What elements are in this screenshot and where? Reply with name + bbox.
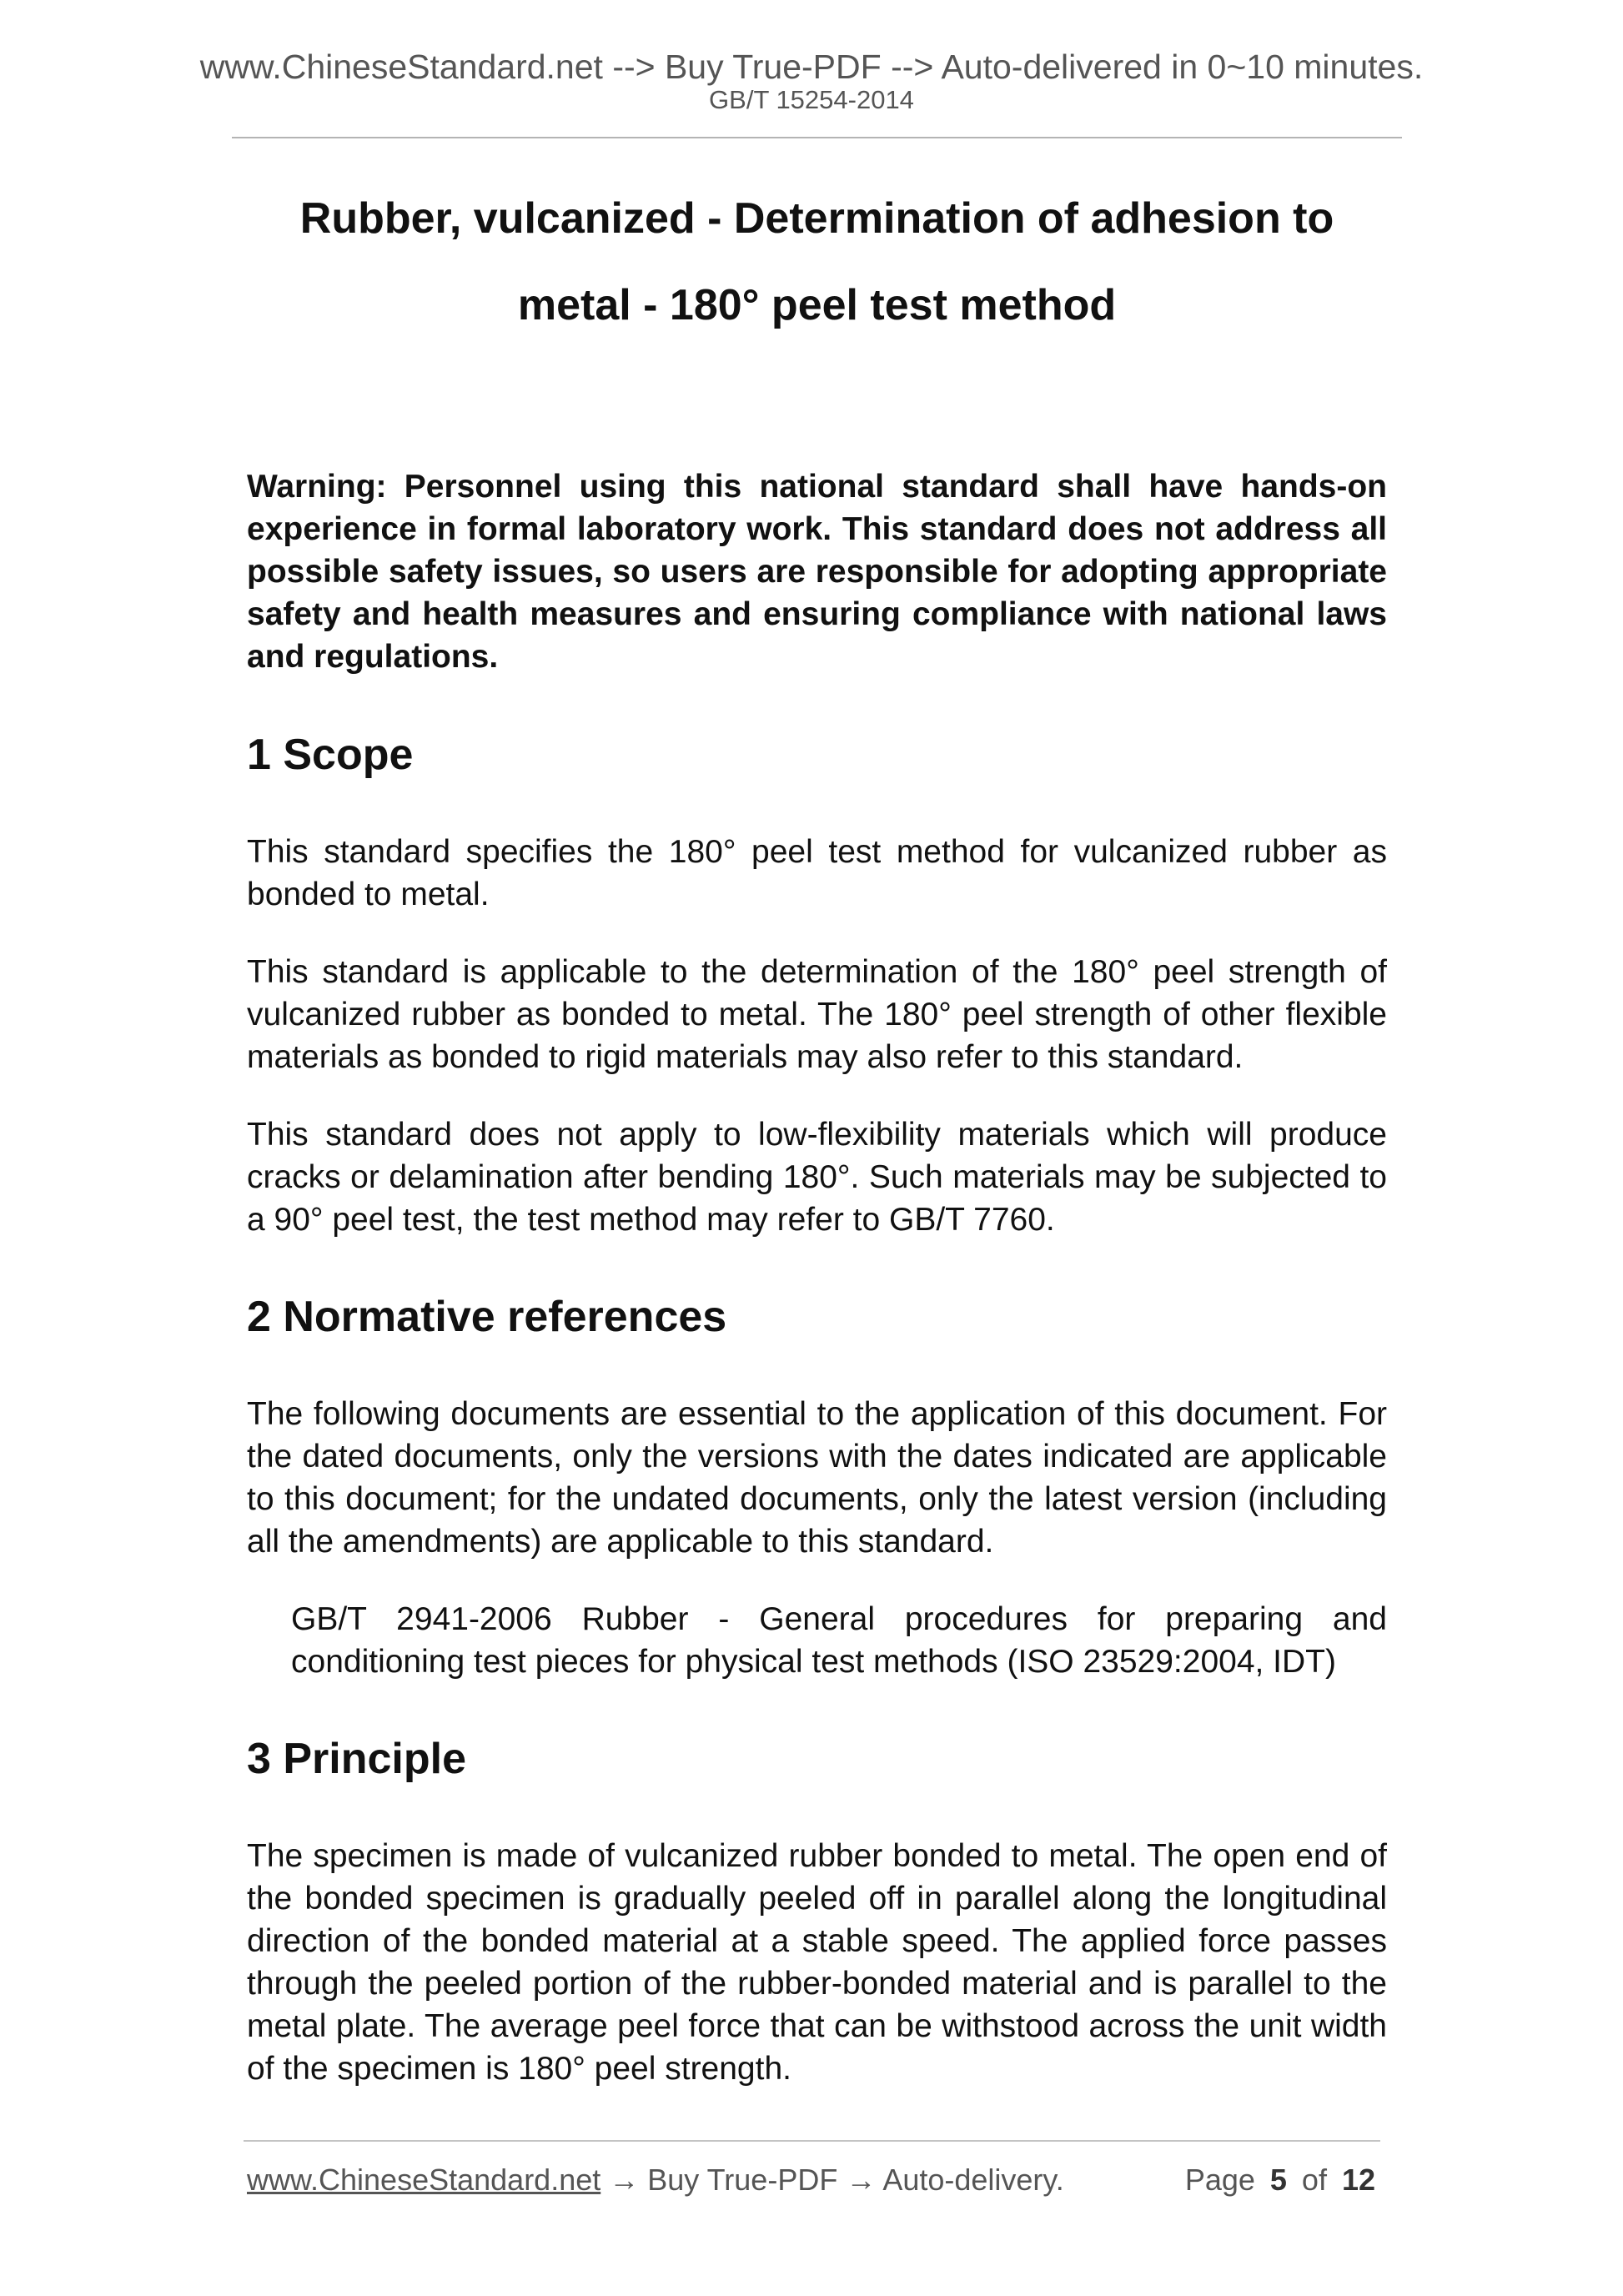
scope-paragraph-3: This standard does not apply to low-flexibility materials which will produce cracks or delamination after bending 180°. Such materials may be subjected to a 90° peel test, the test method may refer to GB/T 7760. [247,1117,1387,1238]
section-heading-scope: 1 Scope [247,731,414,779]
page-label: Page [1184,2163,1255,2197]
principle-paragraph: The specimen is made of vulcanized rubber bonded to metal. The open end of the bonded specimen is gradually peeled off in parallel along the longitudinal direction of the bonded material at a stable speed. The applied force passes through the peeled portion of the rubber-bonded material and is parallel to the metal plate. The average peel force that can be withstood across the unit width of the specimen is 180° peel strength. [247,1838,1387,2087]
page-total: 12 [1341,2163,1375,2197]
footer-divider [244,2140,1380,2142]
normative-references-paragraph: The following documents are essential to the application of this document. For the dated documents, only the versions with the dates indicated are applicable to this document; for the undated documents, only the latest version (including all the amendments) are applicable to this standard. [247,1396,1387,1560]
page-indicator [1185,2162,1375,2198]
scope-paragraph-1: This standard specifies the 180° peel test method for vulcanized rubber as bonded to metal. [247,834,1387,912]
of-label: of [1301,2163,1327,2197]
section-heading-principle: 3 Principle [247,1735,466,1783]
warning-paragraph: Warning: Personnel using this national standard shall have hands-on experience in formal laboratory work. This standard does not address all possible safety issues, so users are responsible for adopting appropriate safety and health measures and ensuring compliance with national laws and regulations. [247,469,1387,675]
reference-item: GB/T 2941-2006 Rubber - General procedures for preparing and conditioning test pieces for physical test methods (ISO 23529:2004, IDT) [291,1601,1387,1680]
scope-paragraph-2: This standard is applicable to the determination of the 180° peel strength of vulcanized rubber as bonded to metal. The 180° peel strength of other flexible materials as bonded to rigid materials may also refer to this standard. [247,954,1387,1075]
standard-code: GB/T 15254-2014 [709,85,914,114]
document-title-line-2: metal - 180° peel test method [517,281,1117,329]
section-heading-normative-references: 2 Normative references [247,1293,727,1341]
document-body [247,175,1387,2125]
header-banner: www.ChineseStandard.net --> Buy True-PDF --> Auto-delivered in 0~10 minutes. [199,48,1424,86]
footer-promo-text: → Buy True-PDF → Auto-delivery. [600,2163,1064,2197]
page-footer [247,2162,1375,2198]
page-number: 5 [1269,2163,1287,2197]
footer-site-link[interactable]: www.ChineseStandard.net [247,2163,601,2197]
document-title-line-1: Rubber, vulcanized - Determination of adhesion to [299,194,1334,243]
header-divider [232,137,1402,138]
footer-promo [247,2162,1064,2198]
